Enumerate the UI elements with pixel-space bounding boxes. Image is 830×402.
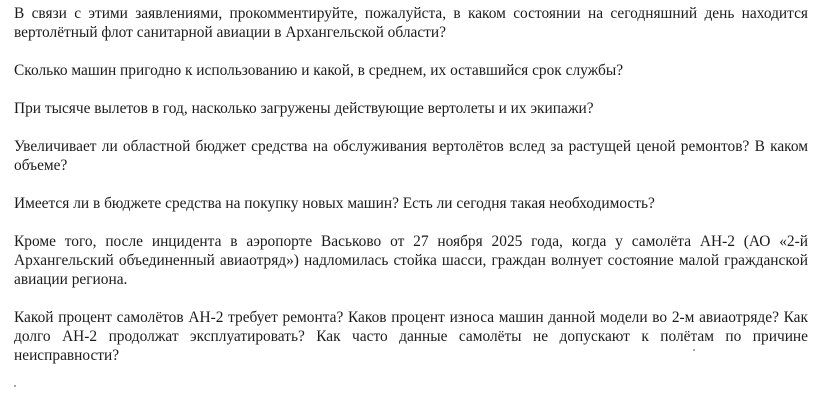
paragraph-new-machines: Имеется ли в бюджете средства на покупку новых машин? Есть ли сегодня такая необходимость? [14,195,655,212]
paragraph-machines-count: Сколько машин пригодно к использованию и какой, в среднем, их оставшийся срок службы? [14,62,624,79]
scan-speck [14,385,16,387]
scan-speck [693,349,695,351]
document-body [14,4,808,384]
paragraph-crew-load: При тысяче вылетов в год, насколько загружены действующие вертолеты и их экипажи? [14,100,594,117]
paragraph-regional-budget: Увеличивает ли областной бюджет средства на обслуживания вертолётов вслед за растущей ценой ремонтов? В каком объеме? [14,138,808,174]
paragraph-an2-repair: Какой процент самолётов АН-2 требует ремонта? Каков процент износа машин данной модели во 2-м авиаотряде? Как долго АН-2 продолжат эксплуатировать? Как часто данные самолёты не допускают к полётам по причине неисправности? [14,309,808,364]
paragraph-vaskovo-incident: Кроме того, после инцидента в аэропорте Васьково от 27 ноября 2025 года, когда у самолёта АН-2 (АО «2-й Архангельский объединенный авиаотряд») надломилась стойка шасси, граждан волнует состояние малой гражданской авиации региона. [14,233,808,288]
paragraph-helicopter-fleet-state: В связи с этими заявлениями, прокомментируйте, пожалуйста, в каком состоянии на сегодняшний день находится вертолётный флот санитарной авиации в Архангельской области? [14,5,808,41]
